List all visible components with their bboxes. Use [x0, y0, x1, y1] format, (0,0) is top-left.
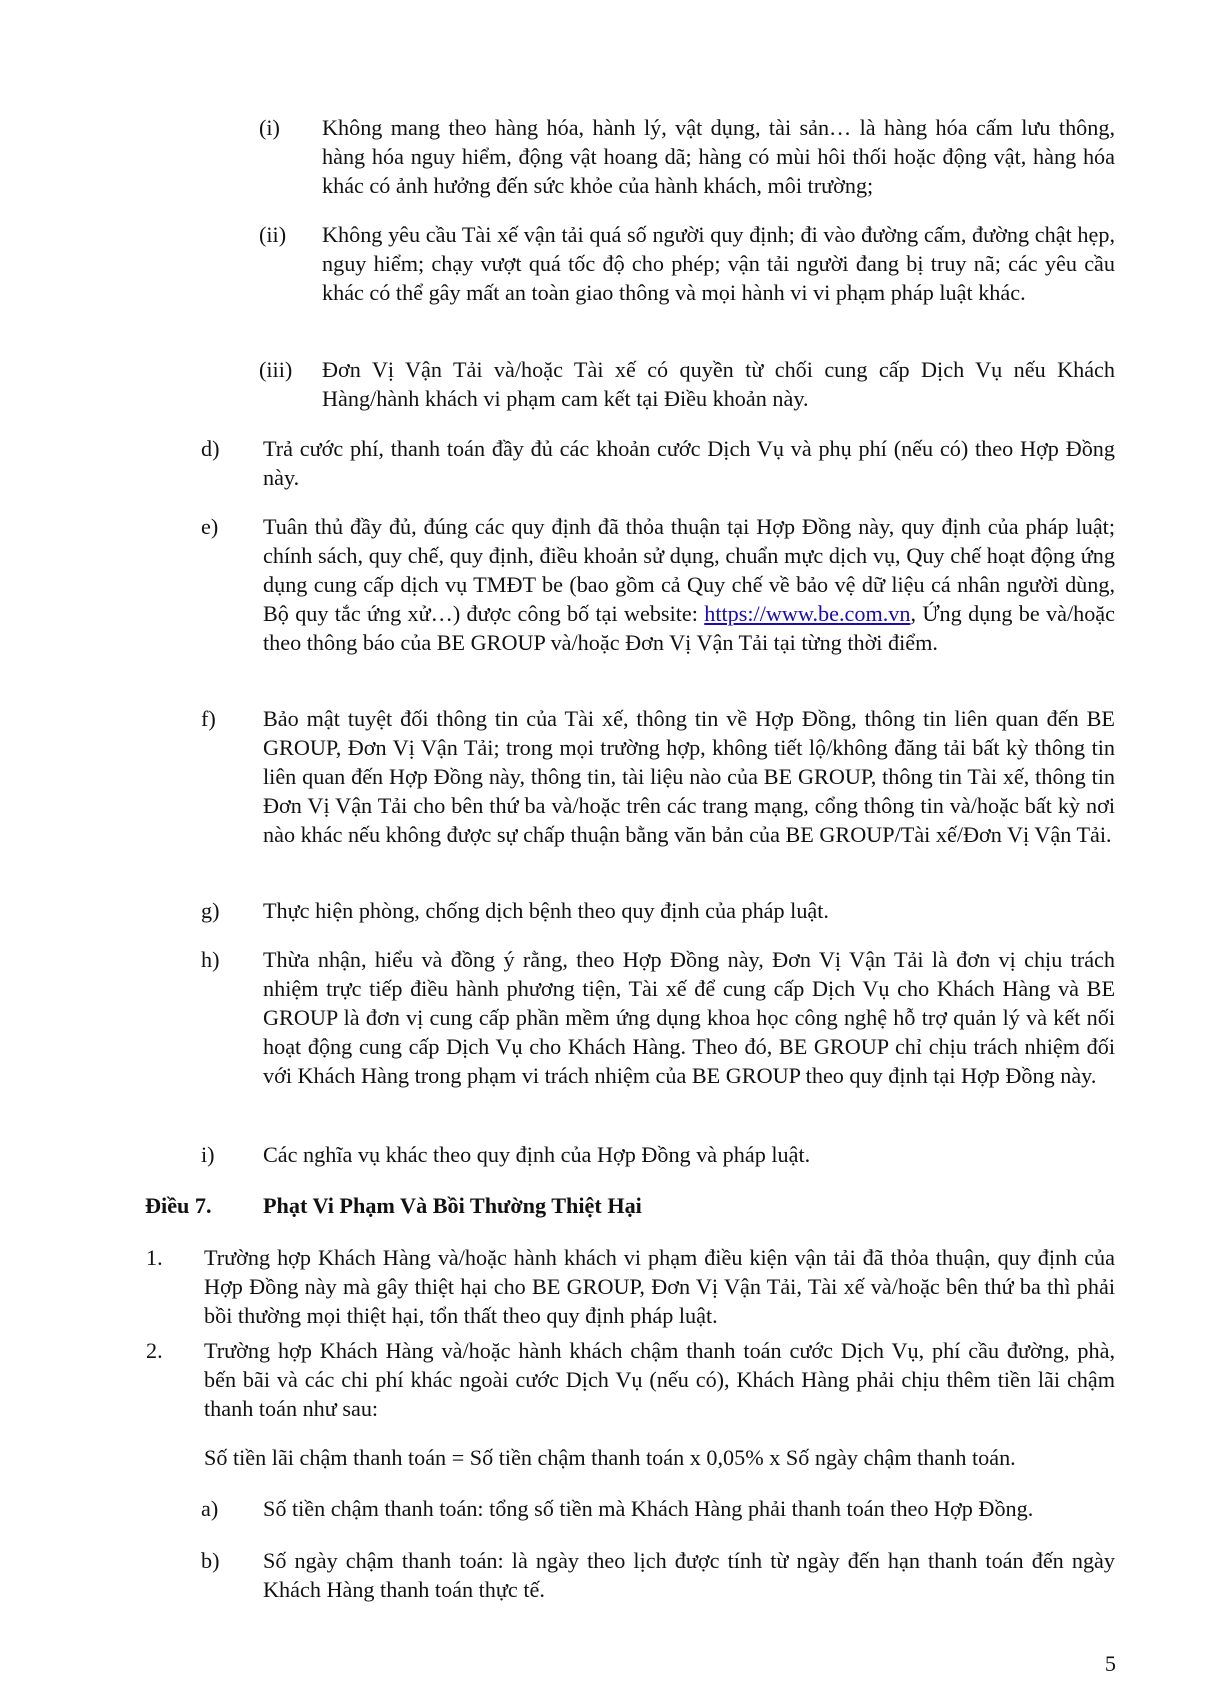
list-item-text: Bảo mật tuyệt đối thông tin của Tài xế, thông tin về Hợp Đồng, thông tin liên quan đến BE GROUP, Đơn Vị Vận Tải; trong mọi trường hợp, không tiết lộ/không đăng tải bất kỳ thông tin liên quan đến Hợp Đồng này, thông tin, tài liệu nào của BE GROUP, thông tin Tài xế, thông tin Đơn Vị Vận Tải cho bên thứ ba và/hoặc trên các trang mạng, cổng thông tin và/hoặc bất kỳ nơi nào khác nếu không được sự chấp thuận bằng văn bản của BE GROUP/Tài xế/Đơn Vị Vận Tải. [263, 706, 1115, 847]
list-label: i) [201, 1142, 215, 1167]
list-item-text: Số ngày chậm thanh toán: là ngày theo lịch được tính từ ngày đến hạn thanh toán đến ngày Khách Hàng thanh toán thực tế. [263, 1548, 1115, 1602]
list-label: (iii) [259, 357, 293, 382]
list-item-text: Không yêu cầu Tài xế vận tải quá số người quy định; đi vào đường cấm, đường chật hẹp, nguy hiểm; chạy vượt quá tốc độ cho phép; vận tải người đang bị truy nã; các yêu cầu khác có thể gây mất an toàn giao thông và mọi hành vi vi phạm pháp luật khác. [322, 222, 1115, 305]
page-number: 5 [1104, 1651, 1116, 1676]
formula-text: Số tiền lãi chậm thanh toán = Số tiền chậm thanh toán x 0,05% x Số ngày chậm thanh toán. [204, 1445, 1016, 1470]
list-item-text: Trường hợp Khách Hàng và/hoặc hành khách chậm thanh toán cước Dịch Vụ, phí cầu đường, phà, bến bãi và các chi phí khác ngoài cước Dịch Vụ (nếu có), Khách Hàng phải chịu thêm tiền lãi chậm thanh toán như sau: [204, 1338, 1115, 1421]
website-link[interactable]: https://www.be.com.vn [704, 601, 911, 626]
article-title: Phạt Vi Phạm Và Bồi Thường Thiệt Hại [263, 1193, 642, 1218]
list-label: h) [201, 947, 220, 972]
list-item-text: Thực hiện phòng, chống dịch bệnh theo quy định của pháp luật. [263, 898, 829, 923]
list-item-text: Đơn Vị Vận Tải và/hoặc Tài xế có quyền từ chối cung cấp Dịch Vụ nếu Khách Hàng/hành khách vi phạm cam kết tại Điều khoản này. [322, 357, 1115, 411]
list-item-text: Trả cước phí, thanh toán đầy đủ các khoản cước Dịch Vụ và phụ phí (nếu có) theo Hợp Đồng này. [263, 436, 1115, 490]
list-label: (i) [259, 115, 280, 140]
list-item-text [263, 512, 1115, 657]
text-segment: Tuân thủ đầy đủ, đúng các quy định đã thỏa thuận tại Hợp Đồng này, quy định của pháp luật; chính sách, quy chế, quy định, điều khoản sử dụng, chuẩn mực dịch vụ, Quy chế hoạt động ứng dụng cung cấp dịch vụ TMĐT be (bao gồm cả Quy chế về bảo vệ dữ liệu cá nhân người dùng, Bộ quy tắc ứng xử…) được công bố tại website: [263, 514, 1115, 626]
list-item-text: Số tiền chậm thanh toán: tổng số tiền mà Khách Hàng phải thanh toán theo Hợp Đồng. [263, 1496, 1034, 1521]
list-label: a) [201, 1496, 219, 1521]
list-label: f) [201, 706, 216, 731]
list-label: b) [201, 1548, 220, 1573]
list-label: 2. [146, 1338, 163, 1363]
list-item-text: Trường hợp Khách Hàng và/hoặc hành khách vi phạm điều kiện vận tải đã thỏa thuận, quy định của Hợp Đồng này mà gây thiệt hại cho BE GROUP, Đơn Vị Vận Tải, Tài xế và/hoặc bên thứ ba thì phải bồi thường mọi thiệt hại, tổn thất theo quy định pháp luật. [204, 1245, 1115, 1328]
list-label: e) [201, 514, 219, 539]
list-item-text: Thừa nhận, hiểu và đồng ý rằng, theo Hợp Đồng này, Đơn Vị Vận Tải là đơn vị chịu trách nhiệm trực tiếp điều hành phương tiện, Tài xế để cung cấp Dịch Vụ cho Khách Hàng và BE GROUP là đơn vị cung cấp phần mềm ứng dụng khoa học công nghệ hỗ trợ quản lý và kết nối hoạt động cung cấp Dịch Vụ cho Khách Hàng. Theo đó, BE GROUP chỉ chịu trách nhiệm đối với Khách Hàng trong phạm vi trách nhiệm của BE GROUP theo quy định tại Hợp Đồng này. [263, 947, 1115, 1088]
list-label: 1. [146, 1245, 163, 1270]
list-item-text: Không mang theo hàng hóa, hành lý, vật dụng, tài sản… là hàng hóa cấm lưu thông, hàng hóa nguy hiểm, động vật hoang dã; hàng có mùi hôi thối hoặc động vật, hàng hóa khác có ảnh hưởng đến sức khỏe của hành khách, môi trường; [322, 115, 1115, 198]
text-segment: , Ứng dụng be và/hoặc theo thông báo của BE GROUP và/hoặc Đơn Vị Vận Tải tại từng thời điểm. [263, 601, 1115, 655]
article-number: Điều 7. [145, 1193, 212, 1218]
list-label: (ii) [259, 222, 287, 247]
list-label: g) [201, 898, 220, 923]
list-item-text: Các nghĩa vụ khác theo quy định của Hợp Đồng và pháp luật. [263, 1142, 811, 1167]
list-label: d) [201, 436, 220, 461]
